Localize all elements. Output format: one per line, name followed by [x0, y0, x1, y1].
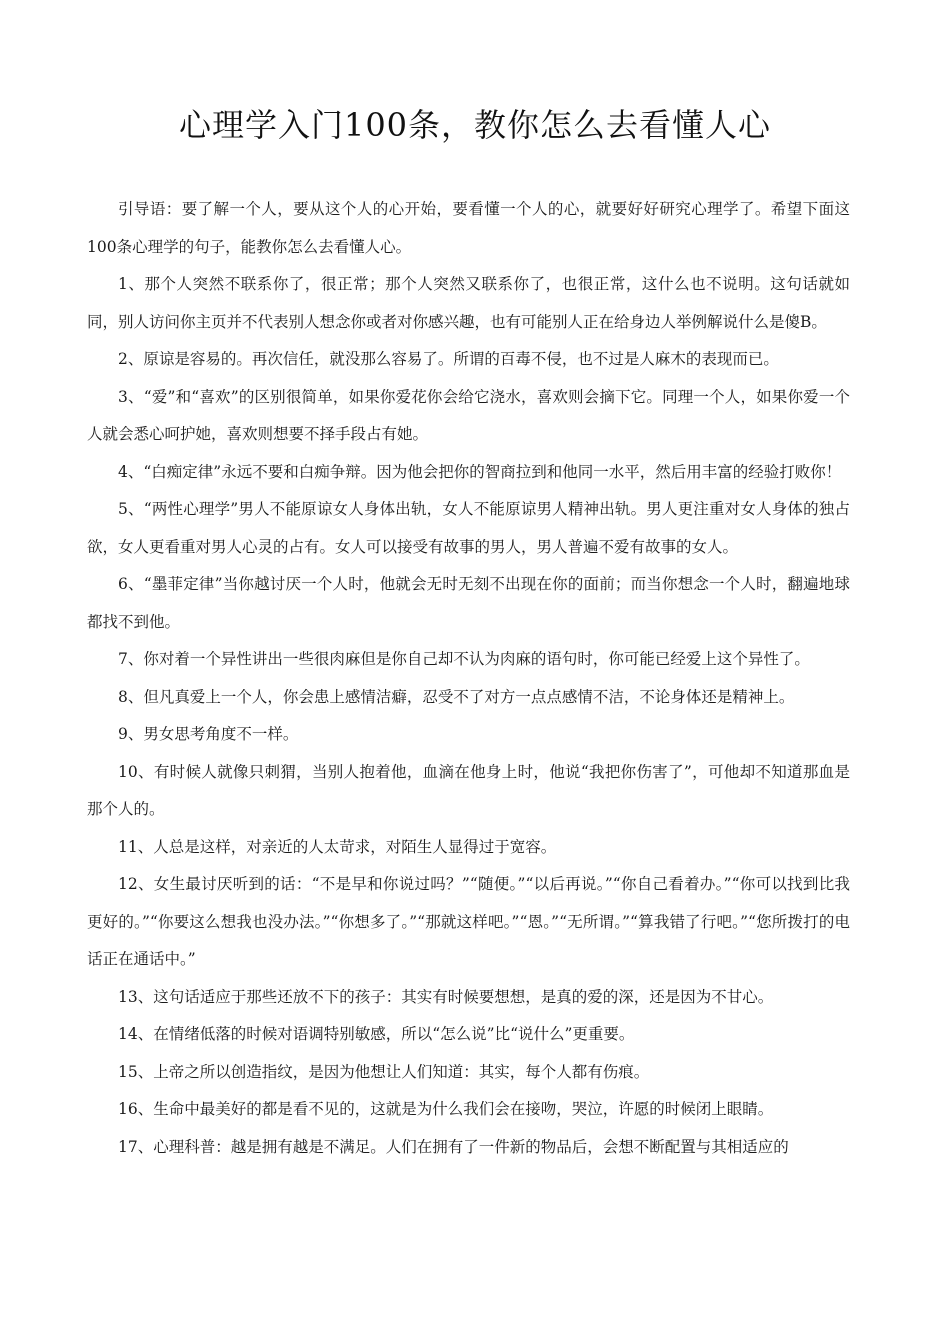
- document-title: 心理学入门100条，教你怎么去看懂人心: [178, 106, 772, 144]
- paragraph-5: 5、“两性心理学”男人不能原谅女人身体出轨，女人不能原谅男人精神出轨。男人更注重对女人身体的独占欲，女人更看重对男人心灵的占有。女人可以接受有故事的男人，男人普遍不爱有故事的女人。: [87, 500, 850, 556]
- paragraph-16: 16、生命中最美好的都是看不见的，这就是为什么我们会在接吻，哭泣，许愿的时候闭上眼睛。: [118, 1100, 774, 1118]
- paragraph-6: 6、“墨菲定律”当你越讨厌一个人时，他就会无时无刻不出现在你的面前；而当你想念一个人时，翻遍地球都找不到他。: [87, 575, 850, 631]
- paragraph-14: 14、在情绪低落的时候对语调特别敏感，所以“怎么说”比“说什么”更重要。: [118, 1025, 635, 1043]
- paragraph-8: 8、但凡真爱上一个人，你会患上感情洁癖，忍受不了对方一点点感情不洁，不论身体还是精神上。: [118, 687, 795, 706]
- document-body: [87, 191, 850, 1166]
- paragraph-7: 7、你对着一个异性讲出一些很肉麻但是你自己却不认为肉麻的语句时，你可能已经爱上这个异性了。: [118, 650, 810, 668]
- paragraph-12: 12、女生最讨厌听到的话：“不是早和你说过吗？”“随便。”“以后再说。”“你自己看着办。”“你可以找到比我更好的。”“你要这么想我也没办法。”“你想多了。”“那就这样吧。”“恩。”“无所谓。”“算我错了行吧。”“您所拨打的电话正在通话中。”: [87, 875, 850, 968]
- paragraph-11: 11、人总是这样，对亲近的人太苛求，对陌生人显得过于宽容。: [118, 837, 557, 856]
- paragraph-9: 9、男女思考角度不一样。: [118, 725, 299, 743]
- paragraph-15: 15、上帝之所以创造指纹，是因为他想让人们知道：其实，每个人都有伤痕。: [118, 1062, 650, 1081]
- paragraph-10: 10、有时候人就像只刺猬，当别人抱着他，血滴在他身上时，他说“我把你伤害了”，可他却不知道那血是那个人的。: [87, 762, 850, 818]
- paragraph-4: 4、“白痴定律”永远不要和白痴争辩。因为他会把你的智商拉到和他同一水平，然后用丰富的经验打败你！: [118, 462, 842, 481]
- paragraph-13: 13、这句话适应于那些还放不下的孩子：其实有时候要想想，是真的爱的深，还是因为不甘心。: [118, 987, 774, 1006]
- paragraph-17: 17、心理科普：越是拥有越是不满足。人们在拥有了一件新的物品后，会想不断配置与其相适应的: [118, 1137, 789, 1156]
- paragraph-3: 3、“爱”和“喜欢”的区别很简单，如果你爱花你会给它浇水，喜欢则会摘下它。同理一个人，如果你爱一个人就会悉心呵护她，喜欢则想要不择手段占有她。: [87, 387, 850, 443]
- paragraph-2: 2、原谅是容易的。再次信任，就没那么容易了。所谓的百毒不侵，也不过是人麻木的表现而已。: [118, 350, 779, 368]
- paragraph-1: 1、那个人突然不联系你了，很正常；那个人突然又联系你了，也很正常，这什么也不说明。这句话就如同，别人访问你主页并不代表别人想念你或者对你感兴趣，也有可能别人正在给身边人举例解说什么是傻B。: [87, 275, 850, 331]
- intro-paragraph: 引导语：要了解一个人，要从这个人的心开始，要看懂一个人的心，就要好好研究心理学了。希望下面这100条心理学的句子，能教你怎么去看懂人心。: [87, 200, 850, 256]
